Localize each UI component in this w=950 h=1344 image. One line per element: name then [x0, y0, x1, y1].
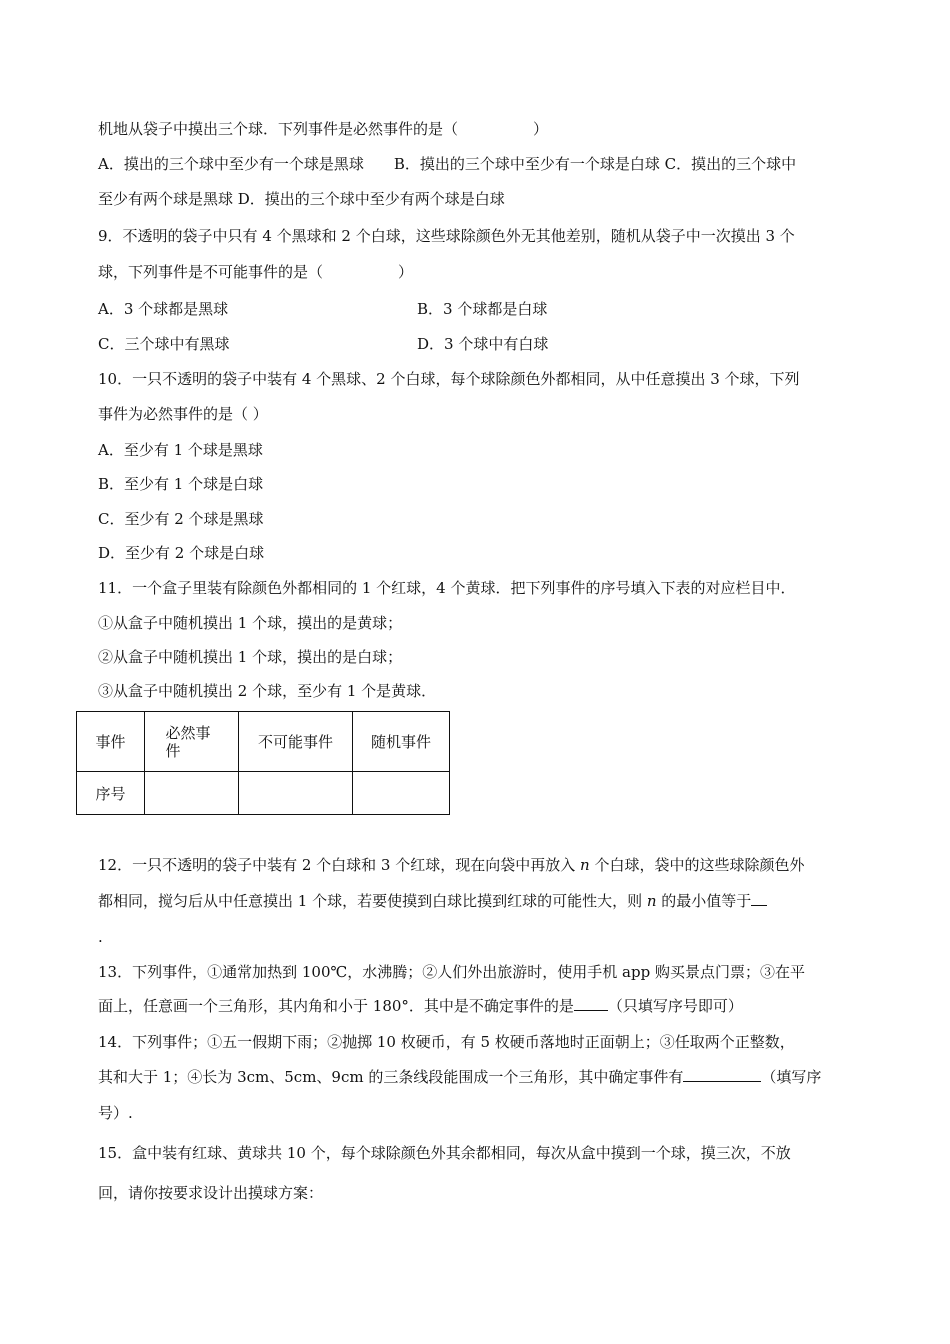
q15-line2: 回，请你按要求设计出摸球方案：: [98, 1184, 324, 1202]
q8-options-line2: 至少有两个球是黑球 D．摸出的三个球中至少有两个球是白球: [98, 190, 505, 208]
q14-answer-blank[interactable]: [683, 1067, 761, 1082]
q10-option-a: A．至少有 1 个球是黑球: [98, 441, 263, 459]
q10-stem-line2: 事件为必然事件的是（ ）: [98, 405, 268, 423]
header-certain: 必然事件: [165, 723, 211, 760]
q11-event3: ③从盒子中随机摸出 2 个球，至少有 1 个是黄球．: [98, 682, 437, 700]
q10-option-d: D．至少有 2 个球是白球: [98, 544, 265, 562]
q13-line1: 13．下列事件，①通常加热到 100℃，水沸腾；②人们外出旅游时，使用手机 app 购买景点门票；③在平: [98, 963, 805, 981]
header-event: 事件: [77, 712, 145, 772]
q9-stem-line1: 9．不透明的袋子中只有 4 个黑球和 2 个白球，这些球除颜色外无其他差别，随机从袋子中一次摸出 3 个: [98, 227, 795, 245]
q9-stem-line2: 球，下列事件是不可能事件的是（ ）: [98, 263, 414, 281]
q12-line1: [98, 855, 804, 875]
q9-option-b: B．3 个球都是白球: [417, 300, 548, 318]
q12-answer-blank[interactable]: [751, 891, 767, 906]
q12-var-n-2: n: [646, 892, 657, 910]
q8-stem-tail: 机地从袋子中摸出三个球．下列事件是必然事件的是（ ）: [98, 120, 549, 138]
q14-line2: [98, 1067, 821, 1087]
q11-event-table: [76, 711, 450, 815]
q12-line1-post: 个白球，袋中的这些球除颜色外: [589, 856, 805, 874]
q13-line2-post: （只填写序号即可）: [607, 997, 743, 1015]
q9-option-a: A．3 个球都是黑球: [98, 300, 229, 318]
q9-option-c: C．三个球中有黑球: [98, 335, 230, 353]
table-header-row: [77, 712, 450, 772]
answer-random-cell[interactable]: [353, 772, 450, 815]
q14-line3: 号）.: [98, 1104, 133, 1122]
q12-var-n: n: [580, 856, 590, 874]
q10-option-b: B．至少有 1 个球是白球: [98, 475, 264, 493]
q9-option-d: D．3 个球中有白球: [417, 335, 549, 353]
q15-line1: 15．盒中装有红球、黄球共 10 个，每个球除颜色外其余都相同，每次从盒中摸到一个球，摸三次，不放: [98, 1144, 791, 1162]
q12-line1-pre: 12．一只不透明的袋子中装有 2 个白球和 3 个红球，现在向袋中再放入: [98, 856, 581, 874]
q12-line2: [98, 891, 767, 911]
q10-stem-line1: 10．一只不透明的袋子中装有 4 个黑球、2 个白球，每个球除颜色外都相同，从中任意摸出 3 个球，下列: [98, 370, 800, 388]
q14-line1: 14．下列事件；①五一假期下雨；②抛掷 10 枚硬币，有 5 枚硬币落地时正面朝上；③任取两个正整数，: [98, 1033, 795, 1051]
header-certain-cell: [145, 712, 239, 772]
q11-stem: 11．一个盒子里装有除颜色外都相同的 1 个红球，4 个黄球．把下列事件的序号填入下表的对应栏目中．: [98, 579, 796, 597]
q8-options-line1: A．摸出的三个球中至少有一个球是黑球 B．摸出的三个球中至少有一个球是白球 C．摸出的三个球中: [98, 155, 797, 173]
q12-line2-post: 的最小值等于: [656, 892, 752, 910]
q11-event1: ①从盒子中随机摸出 1 个球，摸出的是黄球；: [98, 614, 403, 632]
header-random: 随机事件: [353, 712, 450, 772]
q13-line2-pre: 面上，任意画一个三角形，其内角和小于 180°．其中是不确定事件的是: [98, 997, 574, 1015]
header-impossible: 不可能事件: [239, 712, 353, 772]
answer-impossible-cell[interactable]: [239, 772, 353, 815]
q13-line2: [98, 996, 743, 1016]
q14-line2-pre: 其和大于 1；④长为 3cm、5cm、9cm 的三条线段能围成一个三角形，其中确定事件有: [98, 1068, 684, 1086]
q14-line2-post: （填写序: [761, 1068, 822, 1086]
row-label: 序号: [77, 772, 145, 815]
q13-answer-blank[interactable]: [574, 996, 608, 1011]
q10-option-c: C．至少有 2 个球是黑球: [98, 510, 264, 528]
table-answer-row: [77, 772, 450, 815]
q12-line3: .: [98, 928, 103, 946]
answer-certain-cell[interactable]: [145, 772, 239, 815]
q11-event2: ②从盒子中随机摸出 1 个球，摸出的是白球；: [98, 648, 403, 666]
q12-line2-pre: 都相同，搅匀后从中任意摸出 1 个球，若要使摸到白球比摸到红球的可能性大，则: [98, 892, 647, 910]
